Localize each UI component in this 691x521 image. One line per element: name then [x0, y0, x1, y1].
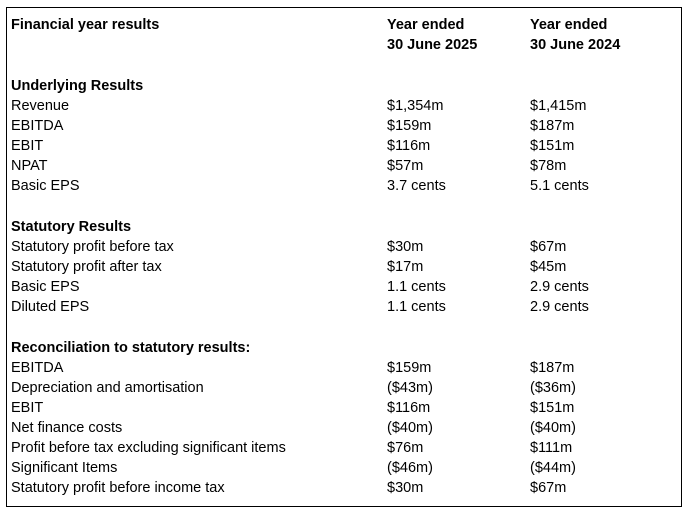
row-value-fy24: ($36m) — [530, 380, 576, 396]
row-label: Significant Items — [11, 460, 118, 476]
table-header-row-2 — [7, 35, 681, 55]
table-row — [7, 96, 681, 116]
table-row — [7, 237, 681, 257]
row-value-fy24: $187m — [530, 118, 575, 134]
row-value-fy25: ($43m) — [387, 380, 433, 396]
row-label: Statutory profit before income tax — [11, 480, 225, 496]
row-label: Statutory profit after tax — [11, 259, 162, 275]
results-table — [6, 7, 682, 507]
table-row — [7, 277, 681, 297]
row-label: EBITDA — [11, 360, 64, 376]
table-row — [7, 136, 681, 156]
row-value-fy25: $159m — [387, 360, 432, 376]
row-value-fy24: $151m — [530, 400, 575, 416]
row-value-fy24: ($44m) — [530, 460, 576, 476]
row-value-fy24: $1,415m — [530, 98, 587, 114]
row-label: Net finance costs — [11, 420, 123, 436]
table-row — [7, 297, 681, 317]
row-value-fy25: $116m — [387, 138, 431, 154]
row-label: Basic EPS — [11, 279, 80, 295]
table-row — [7, 478, 681, 498]
row-value-fy24: 5.1 cents — [530, 178, 589, 194]
section-title-text: Underlying Results — [11, 78, 144, 94]
row-value-fy24: $111m — [530, 440, 573, 456]
row-value-fy25: ($40m) — [387, 420, 433, 436]
row-value-fy25: $76m — [387, 440, 424, 456]
row-label: Diluted EPS — [11, 299, 90, 315]
row-value-fy25: $159m — [387, 118, 432, 134]
table-header-row — [7, 15, 681, 35]
row-value-fy25: ($46m) — [387, 460, 433, 476]
section-title-text: Reconciliation to statutory results: — [11, 340, 251, 356]
row-value-fy25: 1.1 cents — [387, 279, 446, 295]
table-row — [7, 358, 681, 378]
table-row — [7, 116, 681, 136]
table-row — [7, 257, 681, 277]
row-value-fy24: $67m — [530, 480, 567, 496]
row-value-fy24: 2.9 cents — [530, 299, 589, 315]
row-label: Statutory profit before tax — [11, 239, 174, 255]
column-header-fy24-line1: Year ended — [530, 17, 608, 33]
section-title-statutory — [7, 217, 681, 237]
table-row — [7, 438, 681, 458]
row-value-fy25: $30m — [387, 480, 424, 496]
table-row — [7, 378, 681, 398]
column-header-fy24-line2: 30 June 2024 — [530, 37, 621, 53]
section-title-underlying — [7, 76, 681, 96]
row-value-fy24: $67m — [530, 239, 567, 255]
row-value-fy24: $45m — [530, 259, 567, 275]
column-header-fy25-line1: Year ended — [387, 17, 465, 33]
row-value-fy25: $17m — [387, 259, 424, 275]
row-value-fy24: $187m — [530, 360, 575, 376]
table-title: Financial year results — [11, 17, 160, 33]
row-value-fy25: $57m — [387, 158, 424, 174]
row-label: NPAT — [11, 158, 48, 174]
row-value-fy25: $1,354m — [387, 98, 444, 114]
table-row — [7, 176, 681, 196]
row-label: Basic EPS — [11, 178, 80, 194]
table-row — [7, 398, 681, 418]
row-value-fy25: $30m — [387, 239, 424, 255]
row-label: Revenue — [11, 98, 70, 114]
row-label: EBIT — [11, 400, 44, 416]
section-title-reconciliation — [7, 338, 681, 358]
row-label: Depreciation and amortisation — [11, 380, 204, 396]
row-value-fy25: $116m — [387, 400, 431, 416]
column-header-fy25-line2: 30 June 2025 — [387, 37, 478, 53]
row-value-fy24: ($40m) — [530, 420, 576, 436]
row-label: EBIT — [11, 138, 44, 154]
row-value-fy24: 2.9 cents — [530, 279, 589, 295]
row-value-fy25: 1.1 cents — [387, 299, 446, 315]
table-row — [7, 156, 681, 176]
row-value-fy24: $78m — [530, 158, 567, 174]
row-label: Profit before tax excluding significant items — [11, 440, 286, 456]
section-title-text: Statutory Results — [11, 219, 132, 235]
row-label: EBITDA — [11, 118, 64, 134]
table-row — [7, 458, 681, 478]
row-value-fy25: 3.7 cents — [387, 178, 446, 194]
row-value-fy24: $151m — [530, 138, 575, 154]
table-row — [7, 418, 681, 438]
